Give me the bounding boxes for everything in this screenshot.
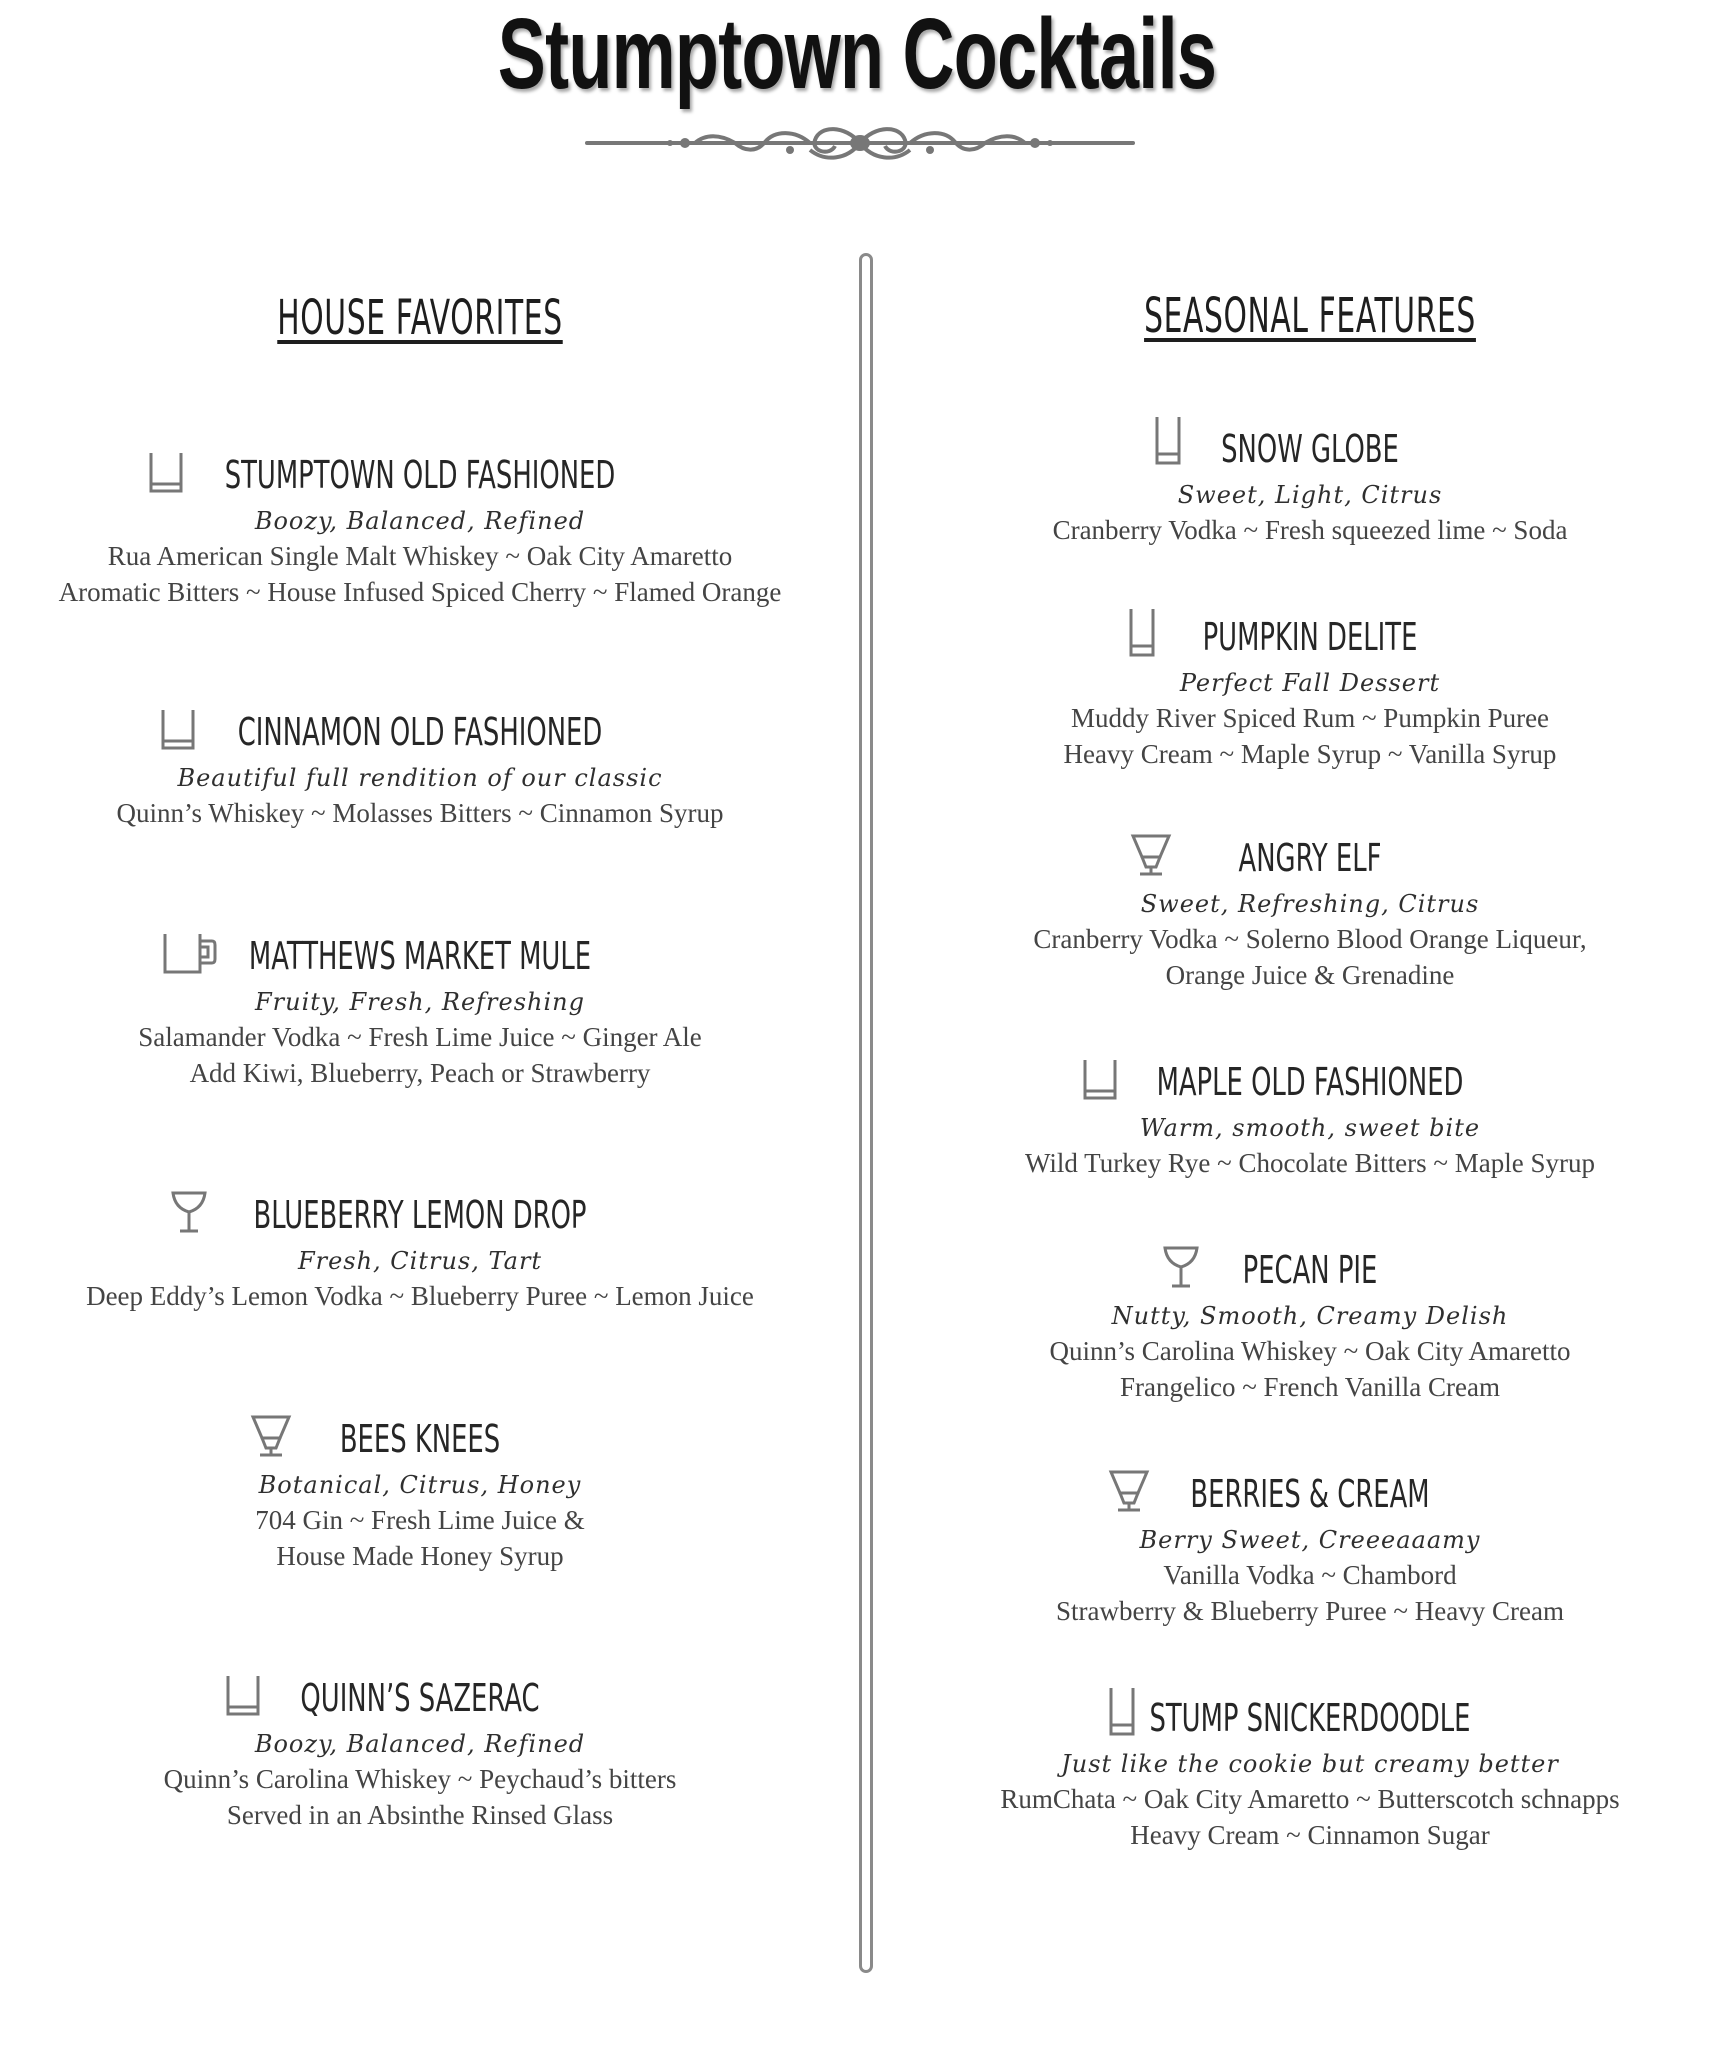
- item-name: PECAN PIE: [1242, 1248, 1378, 1292]
- menu-item-berries-and-cream: [910, 1469, 1710, 1629]
- item-ingredients-line: Cranberry Vodka ~ Fresh squeezed lime ~ Soda: [1052, 515, 1568, 545]
- item-ingredients-line: Orange Juice & Grenadine: [1165, 960, 1455, 990]
- item-name: STUMPTOWN OLD FASHIONED: [224, 453, 616, 497]
- item-ingredients-line: Add Kiwi, Blueberry, Peach or Strawberry: [189, 1058, 651, 1088]
- item-tagline: Perfect Fall Dessert: [1179, 669, 1441, 697]
- item-tagline: Botanical, Citrus, Honey: [258, 1471, 582, 1499]
- item-ingredients-line: Quinn’s Carolina Whiskey ~ Peychaud’s bitters: [163, 1764, 677, 1794]
- item-name: CINNAMON OLD FASHIONED: [237, 710, 603, 754]
- item-tagline: Nutty, Smooth, Creamy Delish: [1111, 1302, 1509, 1330]
- item-ingredients-line: Rua American Single Malt Whiskey ~ Oak City Amaretto: [107, 541, 733, 571]
- menu-item-pumpkin-delite: [910, 612, 1710, 772]
- menu-item-stump-snickerdoodle: [910, 1693, 1710, 1853]
- item-ingredients-line: Heavy Cream ~ Cinnamon Sugar: [1130, 1820, 1490, 1850]
- menu-item-quinns-sazerac: [20, 1673, 820, 1833]
- item-tagline: Sweet, Light, Citrus: [1177, 481, 1443, 509]
- section-title-house-favorites: HOUSE FAVORITES: [277, 290, 563, 346]
- item-name: MAPLE OLD FASHIONED: [1156, 1060, 1464, 1104]
- menu-item-snow-globe: [910, 424, 1710, 548]
- item-ingredients-line: Served in an Absinthe Rinsed Glass: [226, 1800, 614, 1830]
- item-ingredients-line: Quinn’s Whiskey ~ Molasses Bitters ~ Cinnamon Syrup: [116, 798, 724, 828]
- item-ingredients-line: RumChata ~ Oak City Amaretto ~ Butterscotch schnapps: [1000, 1784, 1620, 1814]
- item-tagline: Fruity, Fresh, Refreshing: [255, 988, 585, 1016]
- menu-item-maple-old-fashioned: [910, 1057, 1710, 1181]
- item-ingredients-line: 704 Gin ~ Fresh Lime Juice &: [255, 1505, 585, 1535]
- item-ingredients-line: Salamander Vodka ~ Fresh Lime Juice ~ Ginger Ale: [138, 1022, 702, 1052]
- menu-item-stumptown-old-fashioned: [20, 450, 820, 610]
- item-ingredients-line: Strawberry & Blueberry Puree ~ Heavy Cream: [1056, 1596, 1564, 1626]
- item-name: BEES KNEES: [339, 1417, 501, 1461]
- item-ingredients-line: Aromatic Bitters ~ House Infused Spiced Cherry ~ Flamed Orange: [58, 577, 782, 607]
- item-tagline: Berry Sweet, Creeeaaamy: [1139, 1526, 1481, 1554]
- item-ingredients-line: Wild Turkey Rye ~ Chocolate Bitters ~ Maple Syrup: [1024, 1148, 1595, 1178]
- item-ingredients-line: Deep Eddy’s Lemon Vodka ~ Blueberry Puree ~ Lemon Juice: [86, 1281, 754, 1311]
- menu-item-pecan-pie: [910, 1245, 1710, 1405]
- menu-item-matthews-market-mule: [20, 931, 820, 1091]
- item-tagline: Sweet, Refreshing, Citrus: [1140, 890, 1480, 918]
- item-ingredients-line: Frangelico ~ French Vanilla Cream: [1119, 1372, 1500, 1402]
- item-ingredients-line: Quinn’s Carolina Whiskey ~ Oak City Amaretto: [1049, 1336, 1571, 1366]
- item-tagline: Fresh, Citrus, Tart: [297, 1247, 543, 1275]
- section-title-seasonal-features: SEASONAL FEATURES: [1144, 288, 1476, 344]
- item-name: ANGRY ELF: [1238, 836, 1382, 880]
- item-tagline: Warm, smooth, sweet bite: [1139, 1114, 1481, 1142]
- item-name: PUMPKIN DELITE: [1202, 615, 1418, 659]
- item-name: BERRIES & CREAM: [1190, 1472, 1430, 1516]
- item-tagline: Just like the cookie but creamy better: [1061, 1750, 1559, 1778]
- menu-item-blueberry-lemon-drop: [20, 1190, 820, 1314]
- flourish-ornament-icon: [585, 120, 1135, 166]
- item-name: STUMP SNICKERDOODLE: [1149, 1696, 1471, 1740]
- page-title: Stumptown Cocktails: [497, 0, 1217, 110]
- item-name: SNOW GLOBE: [1221, 427, 1399, 471]
- menu-item-angry-elf: [910, 833, 1710, 993]
- item-name: BLUEBERRY LEMON DROP: [253, 1193, 587, 1237]
- item-tagline: Boozy, Balanced, Refined: [254, 507, 586, 535]
- item-name: MATTHEWS MARKET MULE: [248, 934, 592, 978]
- item-tagline: Beautiful full rendition of our classic: [177, 764, 663, 792]
- item-name: QUINN’S SAZERAC: [300, 1676, 540, 1720]
- column-divider: [859, 253, 873, 1973]
- item-ingredients-line: Vanilla Vodka ~ Chambord: [1163, 1560, 1457, 1590]
- item-tagline: Boozy, Balanced, Refined: [254, 1730, 586, 1758]
- menu-item-bees-knees: [20, 1414, 820, 1574]
- menu-item-cinnamon-old-fashioned: [20, 707, 820, 831]
- item-ingredients-line: Cranberry Vodka ~ Solerno Blood Orange Liqueur,: [1033, 924, 1587, 954]
- item-ingredients-line: Heavy Cream ~ Maple Syrup ~ Vanilla Syrup: [1063, 739, 1557, 769]
- item-ingredients-line: Muddy River Spiced Rum ~ Pumpkin Puree: [1070, 703, 1550, 733]
- item-ingredients-line: House Made Honey Syrup: [276, 1541, 564, 1571]
